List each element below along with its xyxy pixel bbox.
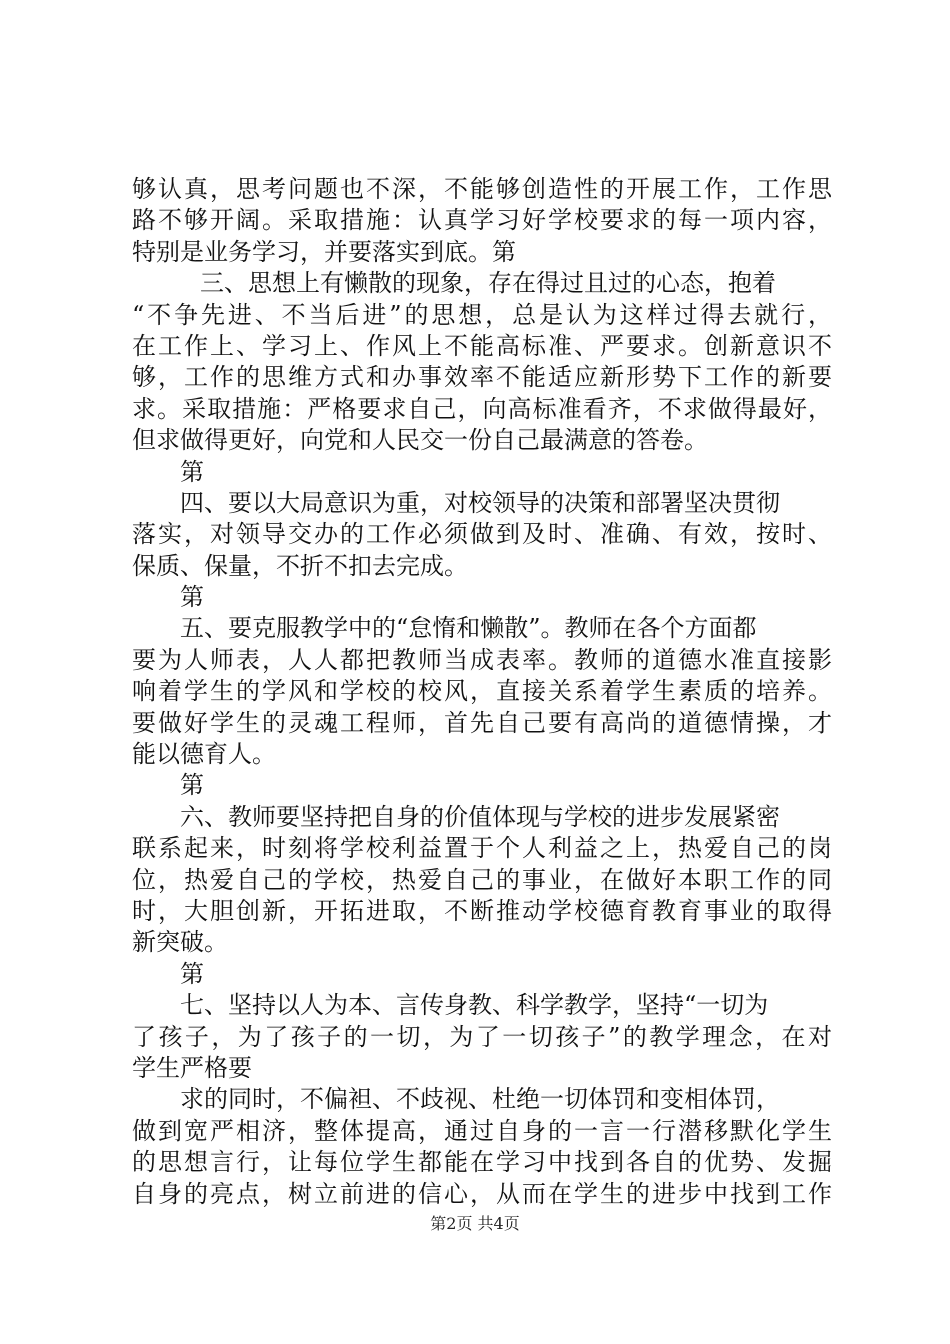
text-line: 求。采取措施：严格要求自己，向高标准看齐，不求做得最好， [132,394,832,423]
text-line: 特别是业务学习，并要落实到底。第 [132,237,516,266]
text-line: 联系起来，时刻将学校利益置于个人利益之上，热爱自己的岗 [132,834,832,863]
text-line: 响着学生的学风和学校的校风，直接关系着学生素质的培养。 [132,677,832,706]
text-line: 要做好学生的灵魂工程师，首先自己要有高尚的道德情操，才 [132,708,832,737]
text-line: 第 [180,457,204,486]
text-line: 四、要以大局意识为重，对校领导的决策和部署坚决贯彻 [180,488,780,517]
text-line: 学生严格要 [132,1053,252,1082]
text-line: 做到宽严相济，整体提高，通过自身的一言一行潜移默化学生 [132,1116,832,1145]
text-line: 要为人师表，人人都把教师当成表率。教师的道德水准直接影 [132,645,832,674]
text-line: 落实，对领导交办的工作必须做到及时、准确、有效，按时、 [132,520,832,549]
text-line: 在工作上、学习上、作风上不能高标准、严要求。创新意识不 [132,331,832,360]
text-line: 能以德育人。 [132,740,276,769]
text-line: 第 [180,583,204,612]
text-line: “不争先进、不当后进”的思想，总是认为这样过得去就行， [132,300,832,329]
text-line: 保质、保量，不折不扣去完成。 [132,551,468,580]
document-body [132,174,832,1210]
text-line: 但求做得更好，向党和人民交一份自己最满意的答卷。 [132,426,708,455]
page-footer: 第2页 共4页 [430,1214,520,1233]
text-line: 三、思想上有懒散的现象，存在得过且过的心态，抱着 [200,269,776,298]
text-line: 自身的亮点，树立前进的信心，从而在学生的进步中找到工作 [132,1179,832,1208]
text-line: 第 [180,771,204,800]
text-line: 新突破。 [132,928,228,957]
text-line: 六、教师要坚持把自身的价值体现与学校的进步发展紧密 [180,802,780,831]
text-line: 求的同时，不偏袒、不歧视、杜绝一切体罚和变相体罚， [180,1085,780,1114]
text-line: 够，工作的思维方式和办事效率不能适应新形势下工作的新要 [132,363,832,392]
text-line: 位，热爱自己的学校，热爱自己的事业，在做好本职工作的同 [132,865,832,894]
text-line: 时，大胆创新，开拓进取，不断推动学校德育教育事业的取得 [132,896,832,925]
text-line: 七、坚持以人为本、言传身教、科学教学，坚持“一切为 [180,991,769,1020]
text-line: 的思想言行，让每位学生都能在学习中找到各自的优势、发掘 [132,1148,832,1177]
text-line: 了孩子，为了孩子的一切，为了一切孩子”的教学理念，在对 [132,1022,832,1051]
text-line: 够认真，思考问题也不深，不能够创造性的开展工作，工作思 [132,175,832,203]
text-line: 第 [180,959,204,988]
text-line: 路不够开阔。采取措施：认真学习好学校要求的每一项内容， [132,206,832,235]
text-line: 五、要克服教学中的“怠惰和懒散”。教师在各个方面都 [180,614,757,643]
